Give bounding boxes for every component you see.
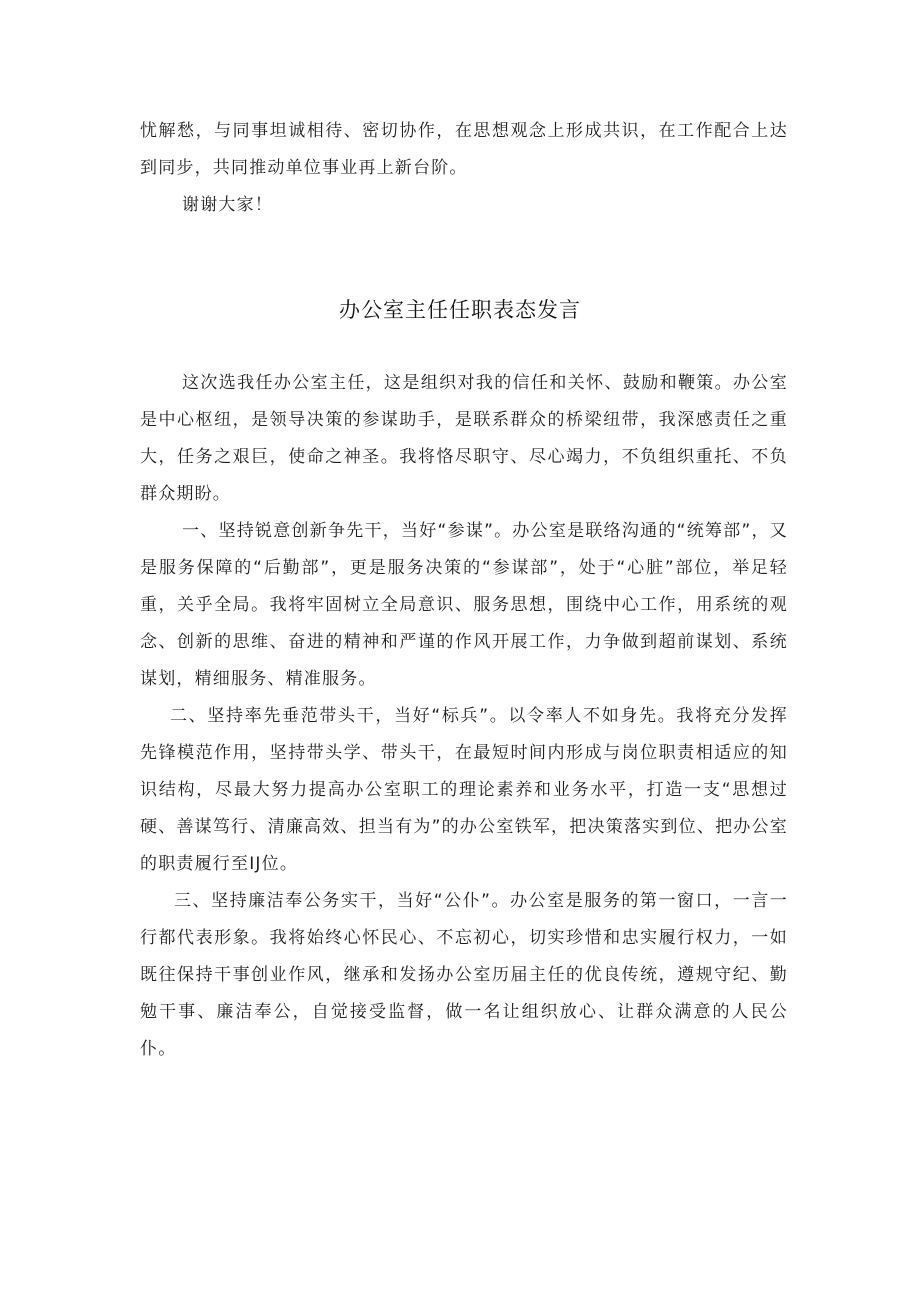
speech-point-two: 二、坚持率先垂范带头干，当好“标兵”。以令率人不如身先。我将充分发挥先锋模范作用，坚持带头学、带头干，在最短时间内形成与岗位职责相适应的知识结构，尽最大努力提高办公室职工的理论素养和业务水平，打造一支“思想过硬、善谋笃行、清廉高效、担当有为”的办公室铁军，把决策落实到位、把办公室的职责履行至IJ位。 (140, 706, 788, 874)
previous-speech-ending (140, 113, 788, 224)
speech-title: 办公室主任任职表态发言 (339, 298, 581, 322)
speech-intro-paragraph: 这次选我任办公室主任，这是组织对我的信任和关怀、鼓励和鞭策。办公室是中心枢纽，是领导决策的参谋助手，是联系群众的桥梁纽带，我深感责任之重大，任务之艰巨，使命之神圣。我将恪尽职守、尽心竭力，不负组织重托、不负群众期盼。 (140, 373, 788, 504)
speech-point-one: 一、坚持锐意创新争先干，当好“参谋”。办公室是联络沟通的“统筹部”，又是服务保障的“后勤部”，更是服务决策的“参谋部”，处于“心脏”部位，举足轻重，关乎全局。我将牢固树立全局意识、服务思想，围绕中心工作，用系统的观念、创新的思维、奋进的精神和严谨的作风开展工作，力争做到超前谋划、系统谋划，精细服务、精准服务。 (140, 521, 788, 689)
speech-body (140, 365, 788, 1068)
previous-speech-closing: 谢谢大家！ (182, 195, 273, 215)
speech-point-three: 三、坚持廉洁奉公务实干，当好“公仆”。办公室是服务的第一窗口，一言一行都代表形象。我将始终心怀民心、不忘初心，切实珍惜和忠实履行权力，一如既往保持干事创业作风，继承和发扬办公室历届主任的优良传统，遵规守纪、勤勉干事、廉洁奉公，自觉接受监督，做一名让组织放心、让群众满意的人民公仆。 (140, 891, 788, 1059)
previous-speech-continuation: 忧解愁，与同事坦诚相待、密切协作，在思想观念上形成共识，在工作配合上达到同步，共同推动单位事业再上新台阶。 (140, 121, 788, 178)
